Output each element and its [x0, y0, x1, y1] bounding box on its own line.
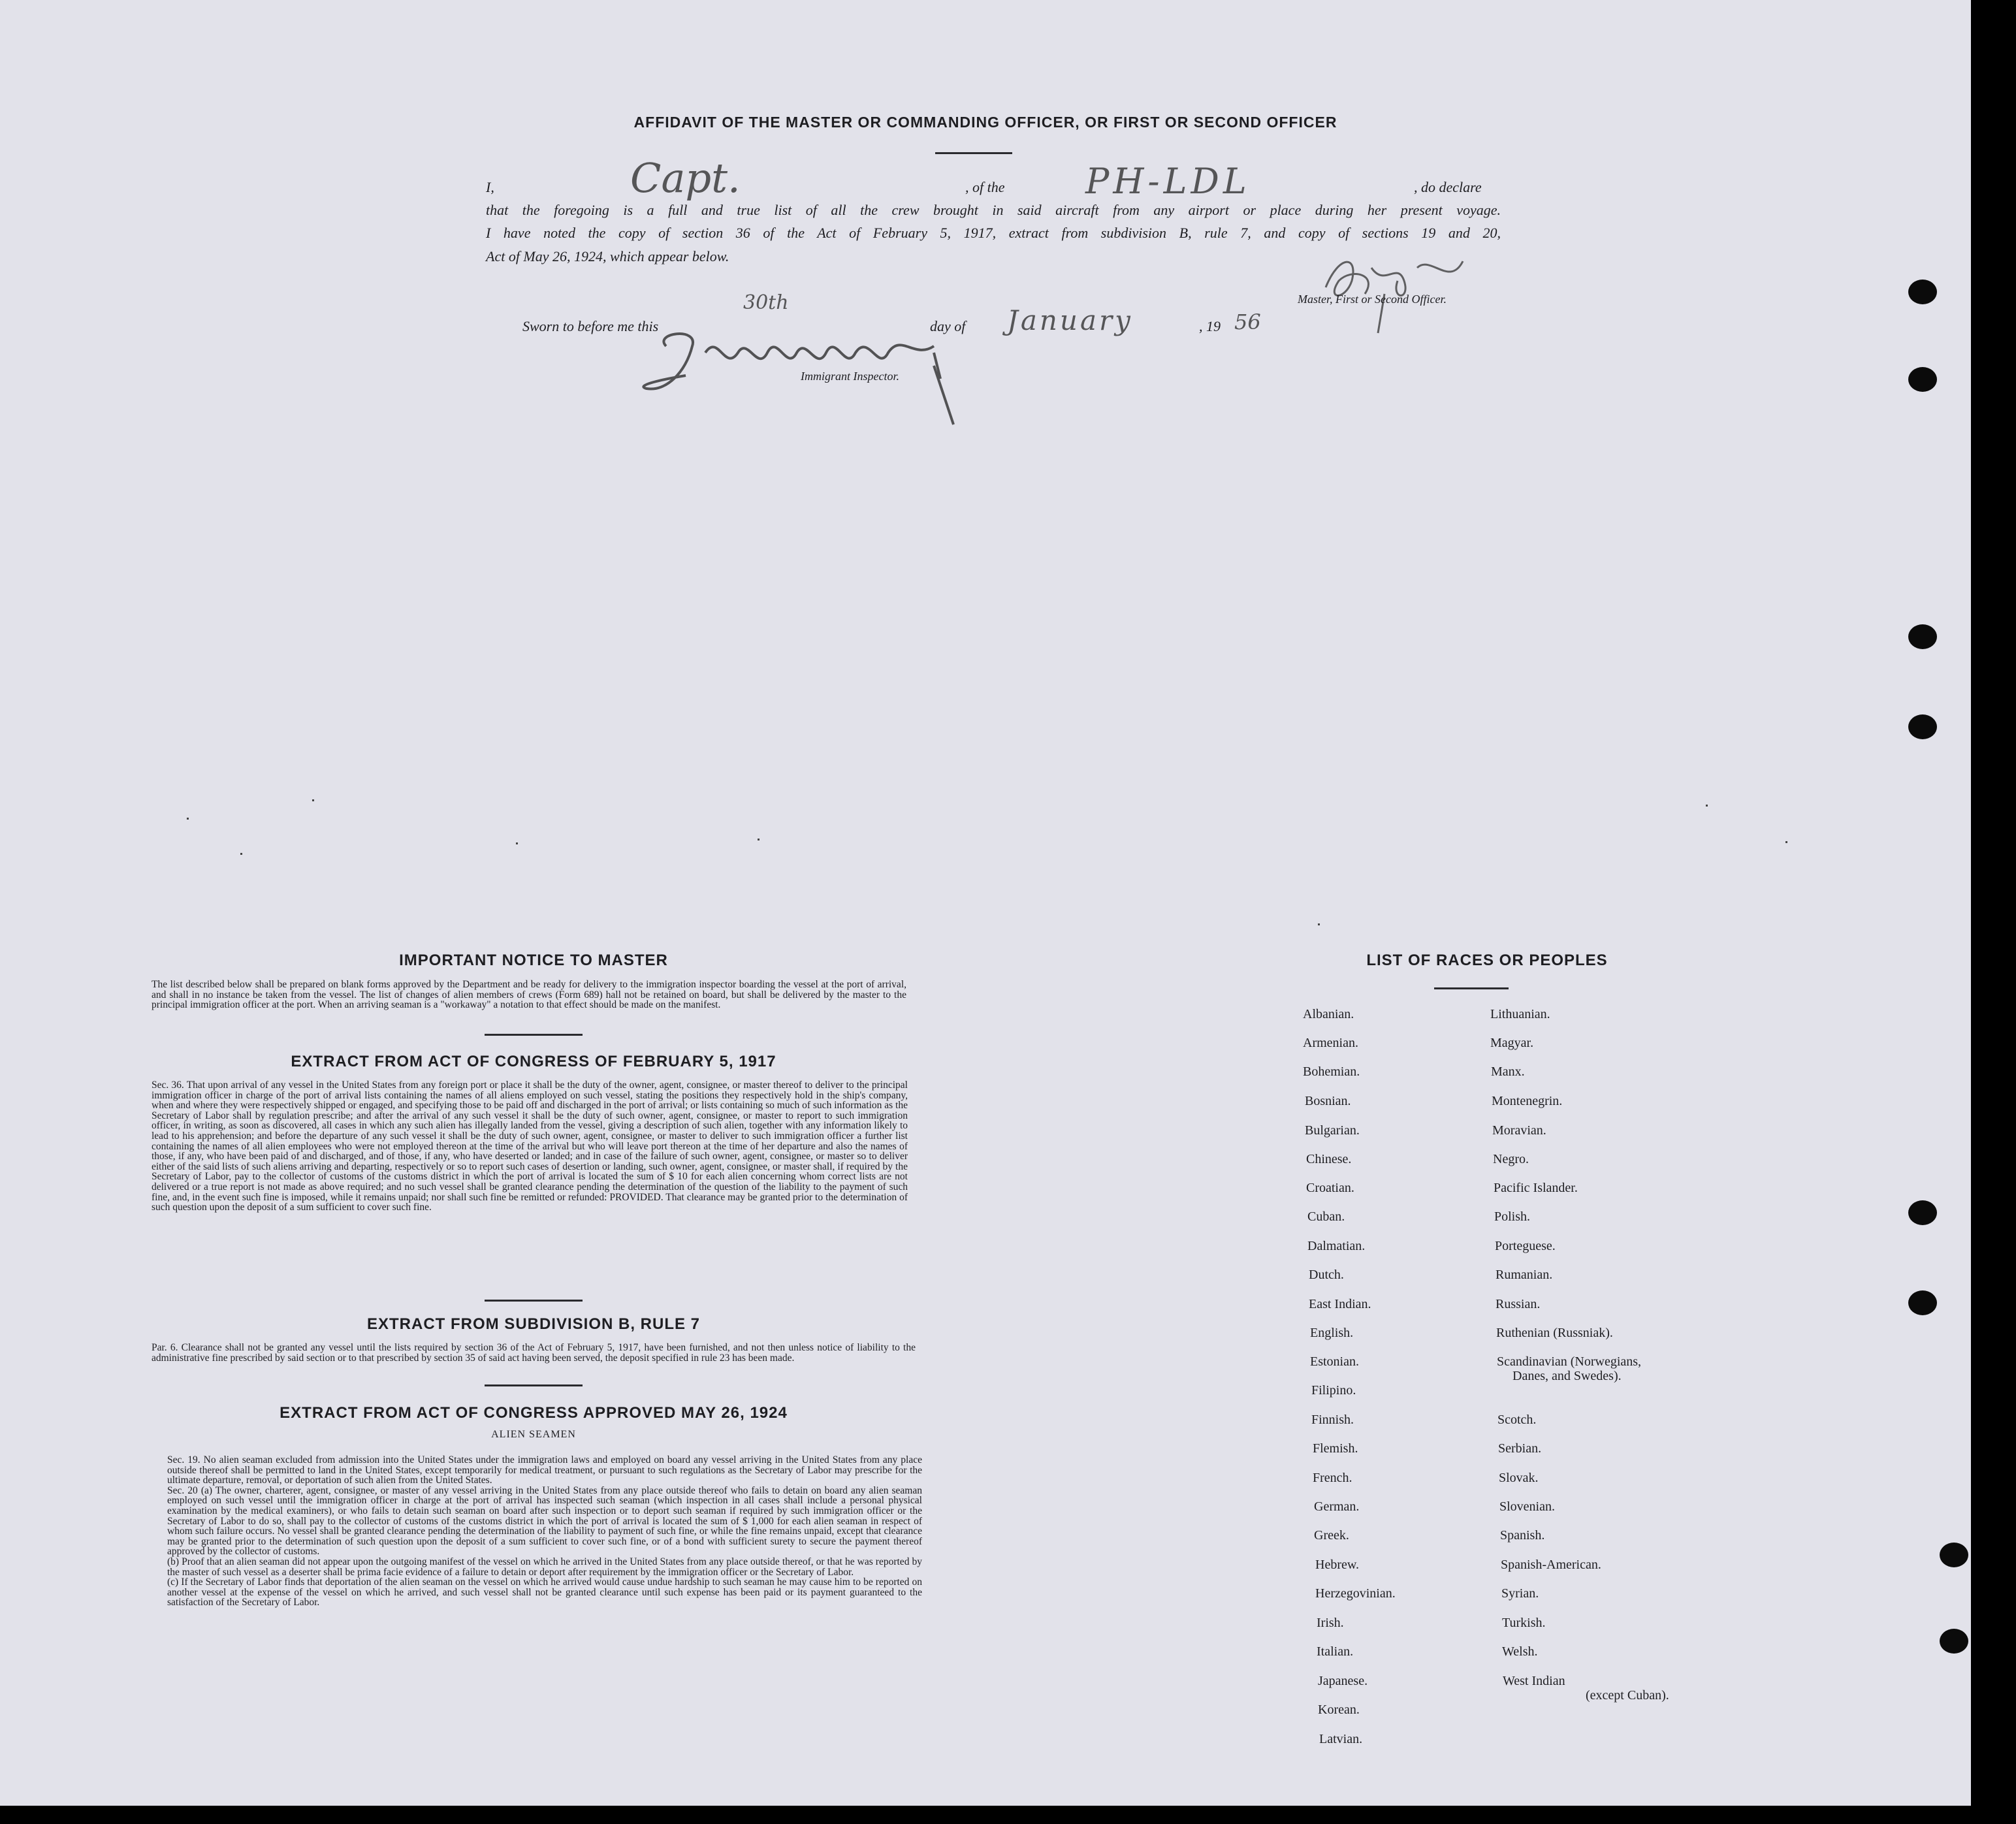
race-item: Estonian.	[1310, 1354, 1359, 1369]
races-divider	[1434, 987, 1509, 989]
rule7-body: Par. 6. Clearance shall not be granted any vessel until the lists required by section 36 of the Act of February 5, 1917, have been furnished, and not then unless notice of liability to the administrative fine prescribed by said section or to that prescribed by section 35 of said act having been served, the deposit specified in rule 23 has been made.	[152, 1342, 916, 1364]
race-item: Herzegovinian.	[1315, 1586, 1396, 1601]
race-item: Greek.	[1314, 1528, 1349, 1543]
sworn-text: Sworn to before me this	[522, 318, 659, 334]
race-item: Moravian.	[1492, 1123, 1546, 1138]
handwritten-year: 56	[1234, 310, 1261, 334]
handwritten-aircraft: PH-LDL	[1085, 161, 1251, 202]
race-item: Dalmatian.	[1307, 1239, 1366, 1253]
race-item: Korean.	[1318, 1703, 1360, 1717]
race-item: Chinese.	[1306, 1152, 1352, 1166]
race-item: Magyar.	[1490, 1036, 1534, 1050]
day-of-text: day of	[930, 318, 966, 334]
binder-hole	[1940, 1629, 1968, 1654]
officer-caption: Master, First or Second Officer.	[1298, 293, 1447, 306]
extract-1924-title: EXTRACT FROM ACT OF CONGRESS APPROVED MAY 26, 1924	[280, 1404, 788, 1422]
race-item: Hebrew.	[1315, 1558, 1360, 1572]
extract-1924-subtitle: ALIEN SEAMEN	[491, 1429, 576, 1440]
race-item: West Indian	[1503, 1674, 1565, 1688]
officer-signature	[1300, 242, 1489, 340]
race-item: Flemish.	[1313, 1441, 1358, 1456]
race-item: Danes, and Swedes).	[1512, 1369, 1622, 1383]
race-item: Slovak.	[1499, 1471, 1539, 1485]
race-item: Filipino.	[1311, 1383, 1356, 1398]
race-item: Croatian.	[1306, 1181, 1354, 1195]
affidavit-title: AFFIDAVIT OF THE MASTER OR COMMANDING OFFICER, OR FIRST OR SECOND OFFICER	[633, 114, 1337, 131]
race-item: French.	[1313, 1471, 1352, 1485]
sec-20a: Sec. 20 (a) The owner, charterer, agent, consignee, or master of any vessel arriving in the United States from any place outside thereof who fails to detain on board any alien seaman employed on such vessel until the immigration officer in charge at the port of arrival has inspected such seaman (which inspection in all cases shall include a personal physical examination by the medical examiners), or who fails to detain such seaman on board after such inspection or to deport such seaman if required by such immigration officer or the Secretary of Labor to do so, shall pay to the collector of customs of the customs district in which the port of arrival is located the sum of $ 1,000 for each alien seaman in respect of whom such failure occurs. No vessel shall be granted clearance pending the determination of the liability to payment of such fine, or while the fine remains unpaid, except that clearance may be granted prior to the determination of such question upon the deposit of a sum sufficient to cover such fine, or of a bond with sufficient surety to secure the payment thereof approved by the collector of customs.	[167, 1484, 922, 1558]
race-item: Italian.	[1317, 1644, 1354, 1659]
extract-1917-title: EXTRACT FROM ACT OF CONGRESS OF FEBRUARY 5, 1917	[291, 1053, 776, 1070]
race-item: Polish.	[1494, 1209, 1531, 1224]
race-item: German.	[1314, 1499, 1360, 1514]
race-item: Turkish.	[1502, 1616, 1546, 1630]
affidavit-line-1: that the foregoing is a full and true list of all the crew brought in said aircraft from any airport or place during her present voyage.	[486, 202, 1501, 218]
race-item: Montenegrin.	[1492, 1094, 1563, 1108]
affidavit-line-3: Act of May 26, 1924, which appear below.	[486, 248, 729, 264]
race-item: Russian.	[1496, 1297, 1541, 1311]
race-item: English.	[1310, 1326, 1354, 1340]
race-item: Ruthenian (Russniak).	[1496, 1326, 1613, 1340]
race-item: Slovenian.	[1499, 1499, 1555, 1514]
binder-hole	[1908, 280, 1937, 304]
speck	[1318, 923, 1320, 925]
binder-hole	[1940, 1543, 1968, 1567]
inspector-signature	[627, 307, 993, 431]
race-item: Negro.	[1493, 1152, 1529, 1166]
race-item: Bohemian.	[1303, 1064, 1360, 1079]
affidavit-of-the: , of the	[965, 179, 1005, 195]
race-item: Dutch.	[1309, 1268, 1344, 1282]
inspector-caption: Immigrant Inspector.	[801, 370, 899, 383]
sec-19: Sec. 19. No alien seaman excluded from admission into the United States under the immigration laws and employed on board any vessel arriving in the United States from any place outside thereof shall be permitted to land in the United States, except temporarily for medical treatment, or pursuant to such regulations as the Secretary of Labor may prescribe for the ultimate departure, removal, or deportation of such alien from the United States.	[167, 1454, 922, 1486]
binder-hole	[1908, 1290, 1937, 1315]
sec-20b: (b) Proof that an alien seaman did not appear upon the outgoing manifest of the vessel on which he arrived in the United States from any place outside thereof, or that he was reported by the master of such vessel as a deserter shall be prima facie evidence of a failure to detain or deport after requirement by the immigration officer or the Secretary of Labor.	[167, 1556, 922, 1578]
rule7-divider	[485, 1384, 583, 1386]
race-item: Irish.	[1317, 1616, 1344, 1630]
title-divider	[935, 152, 1012, 154]
race-item: Syrian.	[1501, 1586, 1539, 1601]
race-item: Lithuanian.	[1490, 1007, 1550, 1021]
notice-divider	[485, 1034, 583, 1036]
affidavit-do-declare: , do declare	[1414, 179, 1482, 195]
extract-1924-body	[167, 1455, 922, 1608]
rule7-title: EXTRACT FROM SUBDIVISION B, RULE 7	[366, 1315, 701, 1333]
race-item: Spanish.	[1500, 1528, 1545, 1543]
speck	[758, 839, 760, 840]
speck	[187, 818, 189, 820]
race-item: Finnish.	[1311, 1413, 1354, 1427]
race-item: Latvian.	[1319, 1732, 1363, 1746]
speck	[312, 799, 314, 801]
race-item: Albanian.	[1303, 1007, 1354, 1021]
year-prefix: , 19	[1199, 318, 1221, 334]
race-item: Spanish-American.	[1501, 1558, 1601, 1572]
race-item: Scandinavian (Norwegians,	[1497, 1354, 1642, 1369]
race-item: Welsh.	[1502, 1644, 1538, 1659]
binder-hole	[1908, 1200, 1937, 1225]
speck	[516, 842, 518, 844]
race-item: Pacific Islander.	[1494, 1181, 1578, 1195]
binder-hole	[1908, 367, 1937, 392]
race-item: (except Cuban).	[1586, 1688, 1669, 1703]
extract-1917-body: Sec. 36. That upon arrival of any vessel in the United States from any foreign port or place it shall be the duty of the owner, agent, consignee, or master thereof to deliver to the principal immigration officer in charge of the port of arrival lists containing the names of all aliens employed on such vessel, stating the positions they respectively hold in the ship's company, when and where they were respectively shipped or engaged, and specifying those to be paid off and discharged in the port of arrival; or lists containing so much of such information as the Secretary of Labor shall by regulation prescribe; and after the arrival of any such vessel it shall be the duty of such owner, agent, consignee, or master to report to such immigration officer, in writing, as soon as discovered, all cases in which any such alien has illegally landed from the vessel, giving a description of such alien, together with any information likely to lead to his apprehension; and before the departure of any such vessel it shall be the duty of such owner, agent, consignee, or master to deliver to such immigration officer a further list containing the names of all alien employees who were not employed thereon at the time of the arrival but who will leave port thereon at the time of her departure and also the names of those, if any, who have been paid of and discharged, and of those, if any, who have deserted or landed; and in case of the failure of such owner, agent, consignee, or master so to deliver either of the said lists of such aliens arriving and departing, respectively or so to report such cases of desertion or landing, such owner, agent, consignee, or master shall, if required by the Secretary of Labor, pay to the collector of customs of the customs district in which the port of arrival is located the sum of $ 10 for each alien concerning whom correct lists are not delivered or a true report is not made as above required; and no such vessel shall be granted clearance pending the determination of the question of the liability to the payment of such fine, and, in the event such fine is imposed, while it remains unpaid; nor shall such fine be remitted or refunded: PROVIDED. That clearance may be granted prior to the determination of such question upon the deposit of a sum sufficient to cover such fine.	[152, 1080, 908, 1213]
race-item: Cuban.	[1307, 1209, 1345, 1224]
notice-title: IMPORTANT NOTICE TO MASTER	[399, 952, 668, 969]
races-title: LIST OF RACES OR PEOPLES	[1366, 952, 1608, 969]
race-item: Scotch.	[1497, 1413, 1537, 1427]
sec-20c: (c) If the Secretary of Labor finds that deportation of the alien seaman on the vessel on which he arrived would cause undue hardship to such seaman he may cause him to be reported on another vessel at the expense of the vessel on which he arrived, and such vessel shall not be granted clearance until such expense has been paid or its payment guaranteed to the satisfaction of the Secretary of Labor.	[167, 1576, 922, 1608]
handwritten-day: 30th	[743, 291, 789, 314]
extract-1917-divider	[485, 1300, 583, 1302]
race-item: Manx.	[1491, 1064, 1525, 1079]
notice-body: The list described below shall be prepared on blank forms approved by the Department and be ready for delivery to the immigration inspector boarding the vessel at the port of arrival, and shall in no instance be taken from the vessel. The list of changes of alien members of crews (Form 689) hall not be retained on board, but shall be delivered by the master to the principal immigration officer at the port. When an arriving seaman is a "workaway" a notation to that effect should be made on the manifest.	[152, 979, 906, 1011]
race-item: Bulgarian.	[1305, 1123, 1360, 1138]
affidavit-i: I,	[486, 179, 494, 195]
race-item: Serbian.	[1498, 1441, 1542, 1456]
handwritten-rank: Capt.	[630, 154, 741, 202]
speck	[1785, 841, 1787, 843]
race-item: Porteguese.	[1495, 1239, 1556, 1253]
affidavit-line-2: I have noted the copy of section 36 of the Act of February 5, 1917, extract from subdivision B, rule 7, and copy of sections 19 and 20,	[486, 225, 1501, 241]
binder-hole	[1908, 714, 1937, 739]
race-item: Armenian.	[1303, 1036, 1358, 1050]
handwritten-month: January	[1007, 304, 1133, 336]
speck	[1706, 805, 1708, 807]
race-item: East Indian.	[1309, 1297, 1371, 1311]
race-item: Japanese.	[1318, 1674, 1368, 1688]
race-item: Bosnian.	[1305, 1094, 1351, 1108]
race-item: Rumanian.	[1496, 1268, 1553, 1282]
binder-hole	[1908, 624, 1937, 649]
speck	[240, 853, 242, 855]
